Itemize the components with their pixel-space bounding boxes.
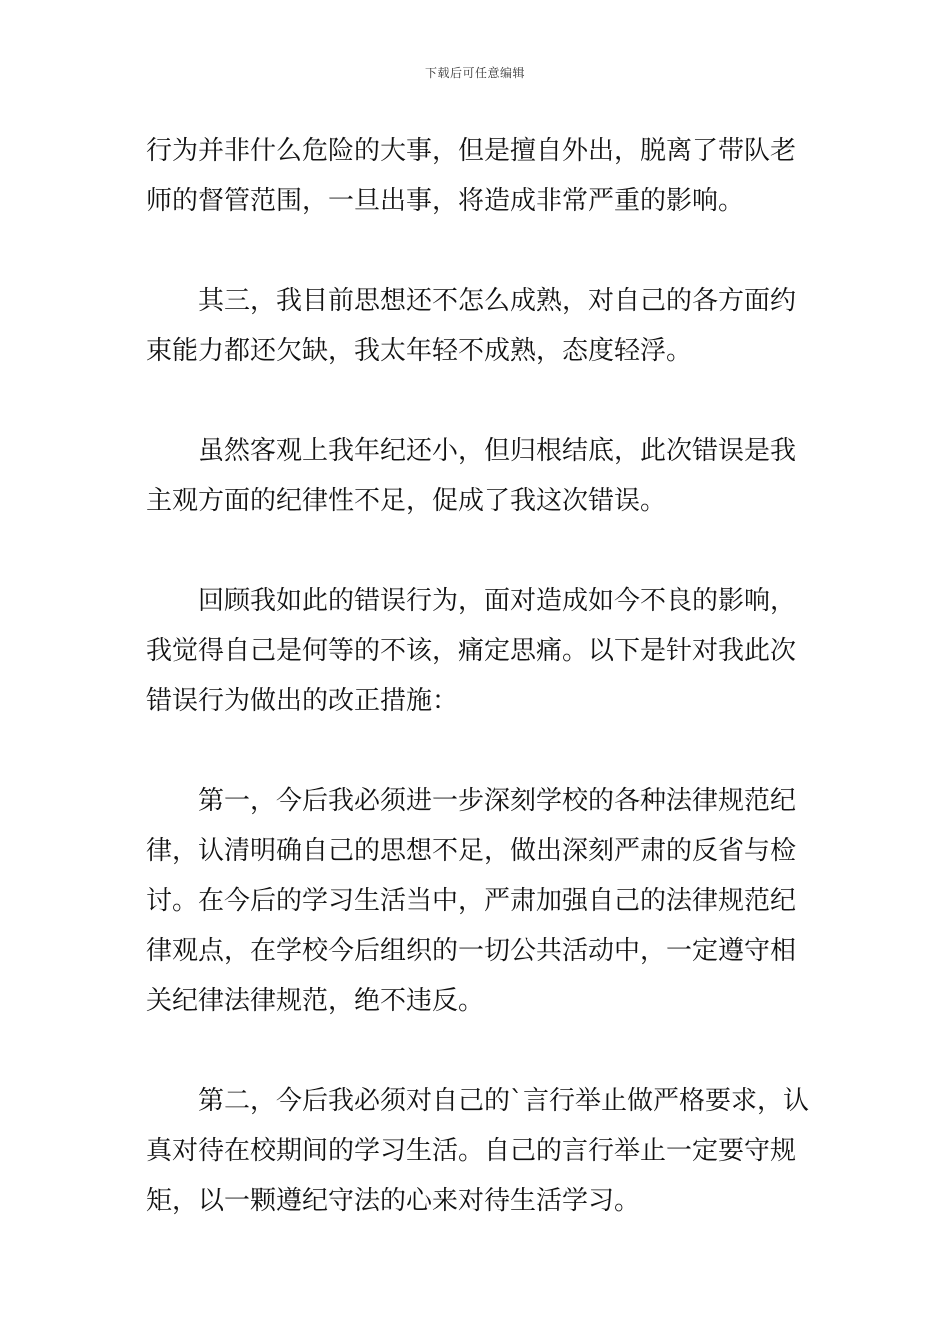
paragraph-line: 其三，我目前思想还不怎么成熟，对自己的各方面约: [198, 286, 797, 316]
paragraph-3: [146, 426, 808, 526]
paragraph-line: 真对待在校期间的学习生活。自己的言行举止一定要守规: [146, 1136, 797, 1166]
paragraph-line: 第一，今后我必须进一步深刻学校的各种法律规范纪: [198, 786, 797, 816]
page-header-note: 下载后可任意编辑: [424, 66, 525, 80]
paragraph-line: 讨。在今后的学习生活当中，严肃加强自己的法律规范纪: [146, 886, 797, 916]
paragraph-5: [146, 776, 808, 1026]
paragraph-line: 虽然客观上我年纪还小，但归根结底，此次错误是我: [198, 436, 797, 466]
paragraph-1: [146, 126, 808, 226]
paragraph-line: 束能力都还欠缺，我太年轻不成熟，态度轻浮。: [146, 336, 693, 366]
paragraph-line: 律，认清明确自己的思想不足，做出深刻严肃的反省与检: [146, 836, 797, 866]
paragraph-2: [146, 276, 808, 376]
paragraph-line: 我觉得自己是何等的不该，痛定思痛。以下是针对我此次: [146, 636, 797, 666]
paragraph-line: 关纪律法律规范，绝不违反。: [146, 986, 485, 1016]
paragraph-line: 回顾我如此的错误行为，面对造成如今不良的影响，: [198, 586, 797, 616]
paragraph-line: 行为并非什么危险的大事，但是擅自外出，脱离了带队老: [146, 136, 797, 166]
paragraph-line: 律观点，在学校今后组织的一切公共活动中，一定遵守相: [146, 936, 797, 966]
paragraph-line: 师的督管范围，一旦出事，将造成非常严重的影响。: [146, 186, 745, 216]
paragraph-line: 第二，今后我必须对自己的`言行举止做严格要求，认: [198, 1086, 810, 1116]
paragraph-line: 主观方面的纪律性不足，促成了我这次错误。: [146, 486, 667, 516]
paragraph-line: 错误行为做出的改正措施：: [146, 686, 459, 716]
paragraph-6: [146, 1076, 808, 1226]
paragraph-4: [146, 576, 808, 726]
document-body: [146, 126, 808, 1276]
paragraph-line: 矩，以一颗遵纪守法的心来对待生活学习。: [146, 1186, 641, 1216]
